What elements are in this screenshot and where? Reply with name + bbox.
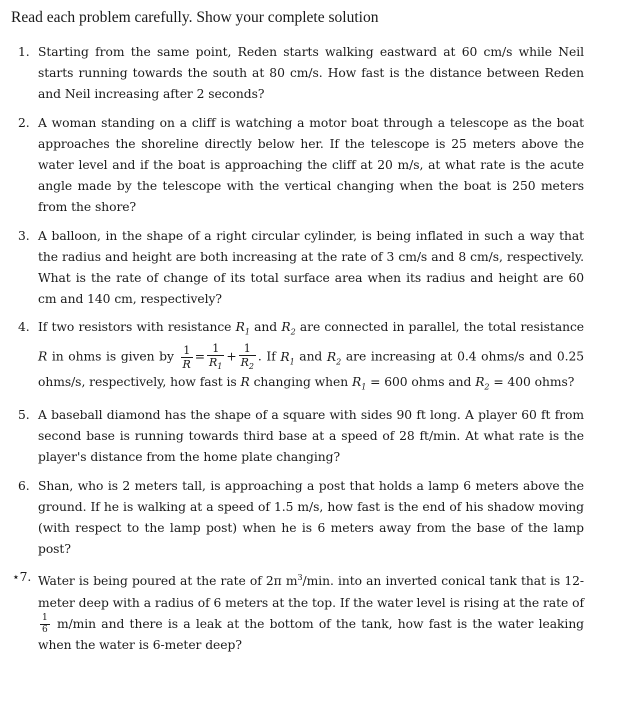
fraction-1-over-r: $\frac{1}{R}$ — [182, 343, 191, 371]
problem-text: A woman standing on a cliff is watching a motor boat through a telescope as the boat approaches the shoreline directly below her. If the telescope is 25 meters above the water level and if the boat is approaching the cliff at 20 m/s, at what rate is the acute angle made by the telescope with the vertical changing when the boat is 250 meters from the shore? — [38, 115, 584, 215]
problem-1 — [16, 42, 584, 106]
var-r1: $R_1$ — [235, 320, 250, 337]
problem-list — [12, 42, 585, 663]
problem-number: 5. — [18, 408, 30, 422]
problem-number: 4. — [18, 320, 30, 335]
problem-5 — [16, 405, 584, 469]
equals-sign: = — [194, 349, 206, 364]
var-r1: $R_1$ — [351, 375, 367, 392]
problem-text-d: . If — [257, 349, 276, 364]
problem-text: Starting from the same point, Reden starts walking eastward at 60 cm/s while Neil starts running towards the south at 80 cm/s. How fast is the distance between Reden and Neil increasing after 2 seconds? — [38, 45, 584, 102]
var-r: R — [38, 349, 48, 364]
problem-text-g: = 600 ohms and — [370, 375, 472, 390]
var-r2: $R_2$ — [326, 349, 342, 367]
fraction-1-over-r2: $\frac{1}{R_2}$ — [240, 342, 254, 372]
var-r2: $R_2$ — [475, 375, 490, 392]
problem-text: A baseball diamond has the shape of a square with sides 90 ft long. A player 60 ft from second base is running towards third base at a speed of 28 ft/min. At what rate is the player's distance from the home plate changing? — [38, 408, 584, 465]
problem-text-e: are increasing at 0.4 ohms/s and 0.25 ohms/s, respectively, how fast is — [38, 349, 585, 390]
var-r1: $R_1$ — [280, 349, 295, 367]
problem-text: Shan, who is 2 meters tall, is approaching a post that holds a lamp 6 meters above the ground. If he is walking at a speed of 1.5 m/s, how fast is the end of his shadow moving (with respect to the lamp post) when he is 6 meters away from the base of the lamp post? — [38, 478, 584, 557]
cube-exponent: 3 — [297, 573, 303, 583]
problem-number: 3. — [18, 228, 30, 243]
problem-3 — [16, 226, 584, 311]
starred-problem-number: ⋆7. — [12, 570, 32, 585]
fraction-1-over-r1: $\frac{1}{R_1}$ — [209, 342, 223, 372]
problem-text-and: and — [299, 349, 323, 364]
problem-text-b: are connected in parallel, the total resistance — [299, 320, 585, 335]
problem-number: 1. — [18, 45, 30, 59]
problem-text-h: = 400 ohms? — [493, 375, 575, 390]
problem-text-c: in ohms is given by — [51, 349, 174, 364]
instruction-heading: Read each problem carefully. Show your complete solution — [11, 9, 379, 26]
problem-7 — [12, 567, 585, 656]
problem-text-c: m/min and there is a leak at the bottom of the tank, how fast is the water leaking when the water is 6-meter deep? — [38, 616, 585, 653]
problem-number: 2. — [18, 115, 30, 130]
problem-text-f: changing when — [253, 375, 349, 390]
problem-text-b: /min. into an inverted conical tank that is 12-meter deep with a radius of 6 meters at the top. If the water level is rising at the rate of — [38, 574, 584, 610]
var-r2: $R_2$ — [281, 320, 296, 337]
problem-4 — [16, 317, 584, 398]
problem-2 — [16, 113, 584, 219]
problem-6 — [16, 476, 584, 561]
problem-text: A balloon, in the shape of a right circular cylinder, is being inflated in such a way that the radius and height are both increasing at the rate of 3 cm/s and 8 cm/s, respectively. What is the rate of change of its total surface area when its radius and height are 60 cm and 140 cm, respectively? — [38, 228, 584, 307]
problem-number: 6. — [18, 478, 30, 493]
problem-text-a: If two resistors with resistance — [38, 320, 232, 335]
problem-text-a: Water is being poured at the rate of 2π m — [38, 574, 298, 589]
problem-text-and: and — [254, 320, 278, 335]
var-r: R — [240, 375, 250, 390]
fraction-one-sixth: $\frac{1}{6}$ — [42, 612, 48, 635]
plus-sign: + — [226, 349, 237, 364]
